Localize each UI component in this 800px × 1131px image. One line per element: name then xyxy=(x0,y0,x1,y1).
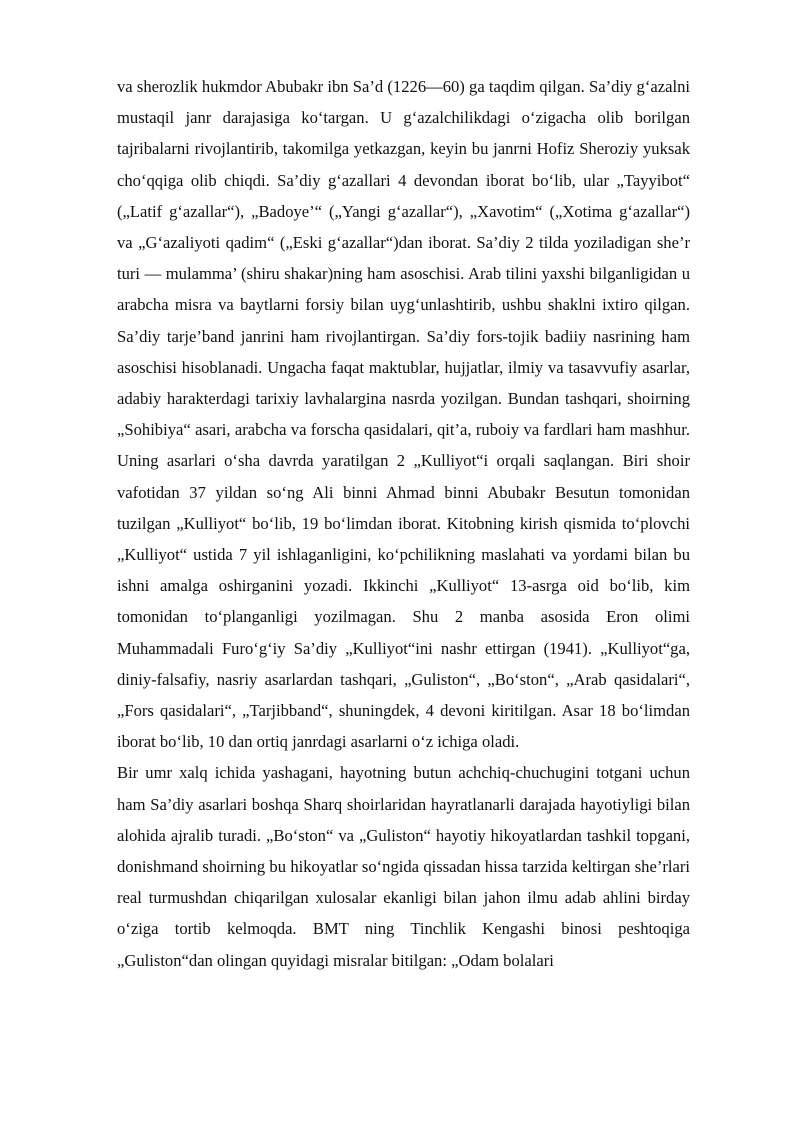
body-paragraph: Bir umr xalq ichida yashagani, hayotning butun achchiq-chuchugini totgani uchun ham Sa’diy asarlari boshqa Sharq shoirlaridan hayratlanarli darajada hayotiyligi bilan alohida ajralib turadi. „Bo‘ston“ va „Guliston“ hayotiy hikoyatlardan tashkil topgani, donishmand shoirning bu hikoyatlar so‘ngida qissadan hissa tarzida keltirgan she’rlari real turmushdan chiqarilgan xulosalar ekanligi bilan jahon ilmu adab ahlini birday o‘ziga tortib kelmoqda. BMT ning Tinchlik Kengashi binosi peshtoqiga „Guliston“dan olingan quyidagi misralar bitilgan: „Odam bolalari xyxy=(117,763,690,970)
body-paragraph: va sherozlik hukmdor Abubakr ibn Sa’d (1226—60) ga taqdim qilgan. Sa’diy g‘azalni mustaqil janr darajasiga ko‘targan. U g‘azalchilikdagi o‘zigacha olib borilgan tajribalarni rivojlantirib, takomilga yetkazgan, keyin bu janrni Hofiz Sheroziy yuksak cho‘qqiga olib chiqdi. Sa’diy g‘azallari 4 devondan iborat bo‘lib, ular „Tayyibot“ („Latif g‘azallar“), „Badoye’“ („Yangi g‘azallar“), „Xavotim“ („Xotima g‘azallar“) va „G‘azaliyoti qadim“ („Eski g‘azallar“)dan iborat. Sa’diy 2 tilda yoziladigan she’r turi — mulamma’ (shiru shakar)ning ham asoschisi. Arab tilini yaxshi bilganligidan u arabcha misra va baytlarni forsiy bilan uyg‘unlashtirib, ushbu shaklni ixtiro qilgan. Sa’diy tarje’band janrini ham rivojlantirgan. Sa’diy fors-tojik badiiy nasrining ham asoschisi hisoblanadi. Ungacha faqat maktublar, hujjatlar, ilmiy va tasavvufiy asarlar, adabiy harakterdagi tarixiy lavhalargina nasrda yozilgan. Bundan tashqari, shoirning „Sohibiya“ asari, arabcha va forscha qasidalari, qit’a, ruboiy va fardlari ham mashhur. Uning asarlari o‘sha davrda yaratilgan 2 „Kulliyot“i orqali saqlangan. Biri shoir vafotidan 37 yildan so‘ng Ali binni Ahmad binni Abubakr Besutun tomonidan tuzilgan „Kulliyot“ bo‘lib, 19 bo‘limdan iborat. Kitobning kirish qismida to‘plovchi „Kulliyot“ ustida 7 yil ishlaganligini, ko‘pchilikning maslahati va yordami bilan bu ishni amalga oshirganini yozadi. Ikkinchi „Kulliyot“ 13-asrga oid bo‘lib, kim tomonidan to‘planganligi yozilmagan. Shu 2 manba asosida Eron olimi Muhammadali Furo‘g‘iy Sa’diy „Kulliyot“ini nashr ettirgan (1941). „Kulliyot“ga, diniy-falsafiy, nasriy asarlardan tashqari, „Guliston“, „Bo‘ston“, „Arab qasidalari“, „Fors qasidalari“, „Tarjibband“, shuningdek, 4 devoni kiritilgan. Asar 18 bo‘limdan iborat bo‘lib, 10 dan ortiq janrdagi asarlarni o‘z ichiga oladi. xyxy=(117,77,690,752)
document-page xyxy=(117,71,690,976)
